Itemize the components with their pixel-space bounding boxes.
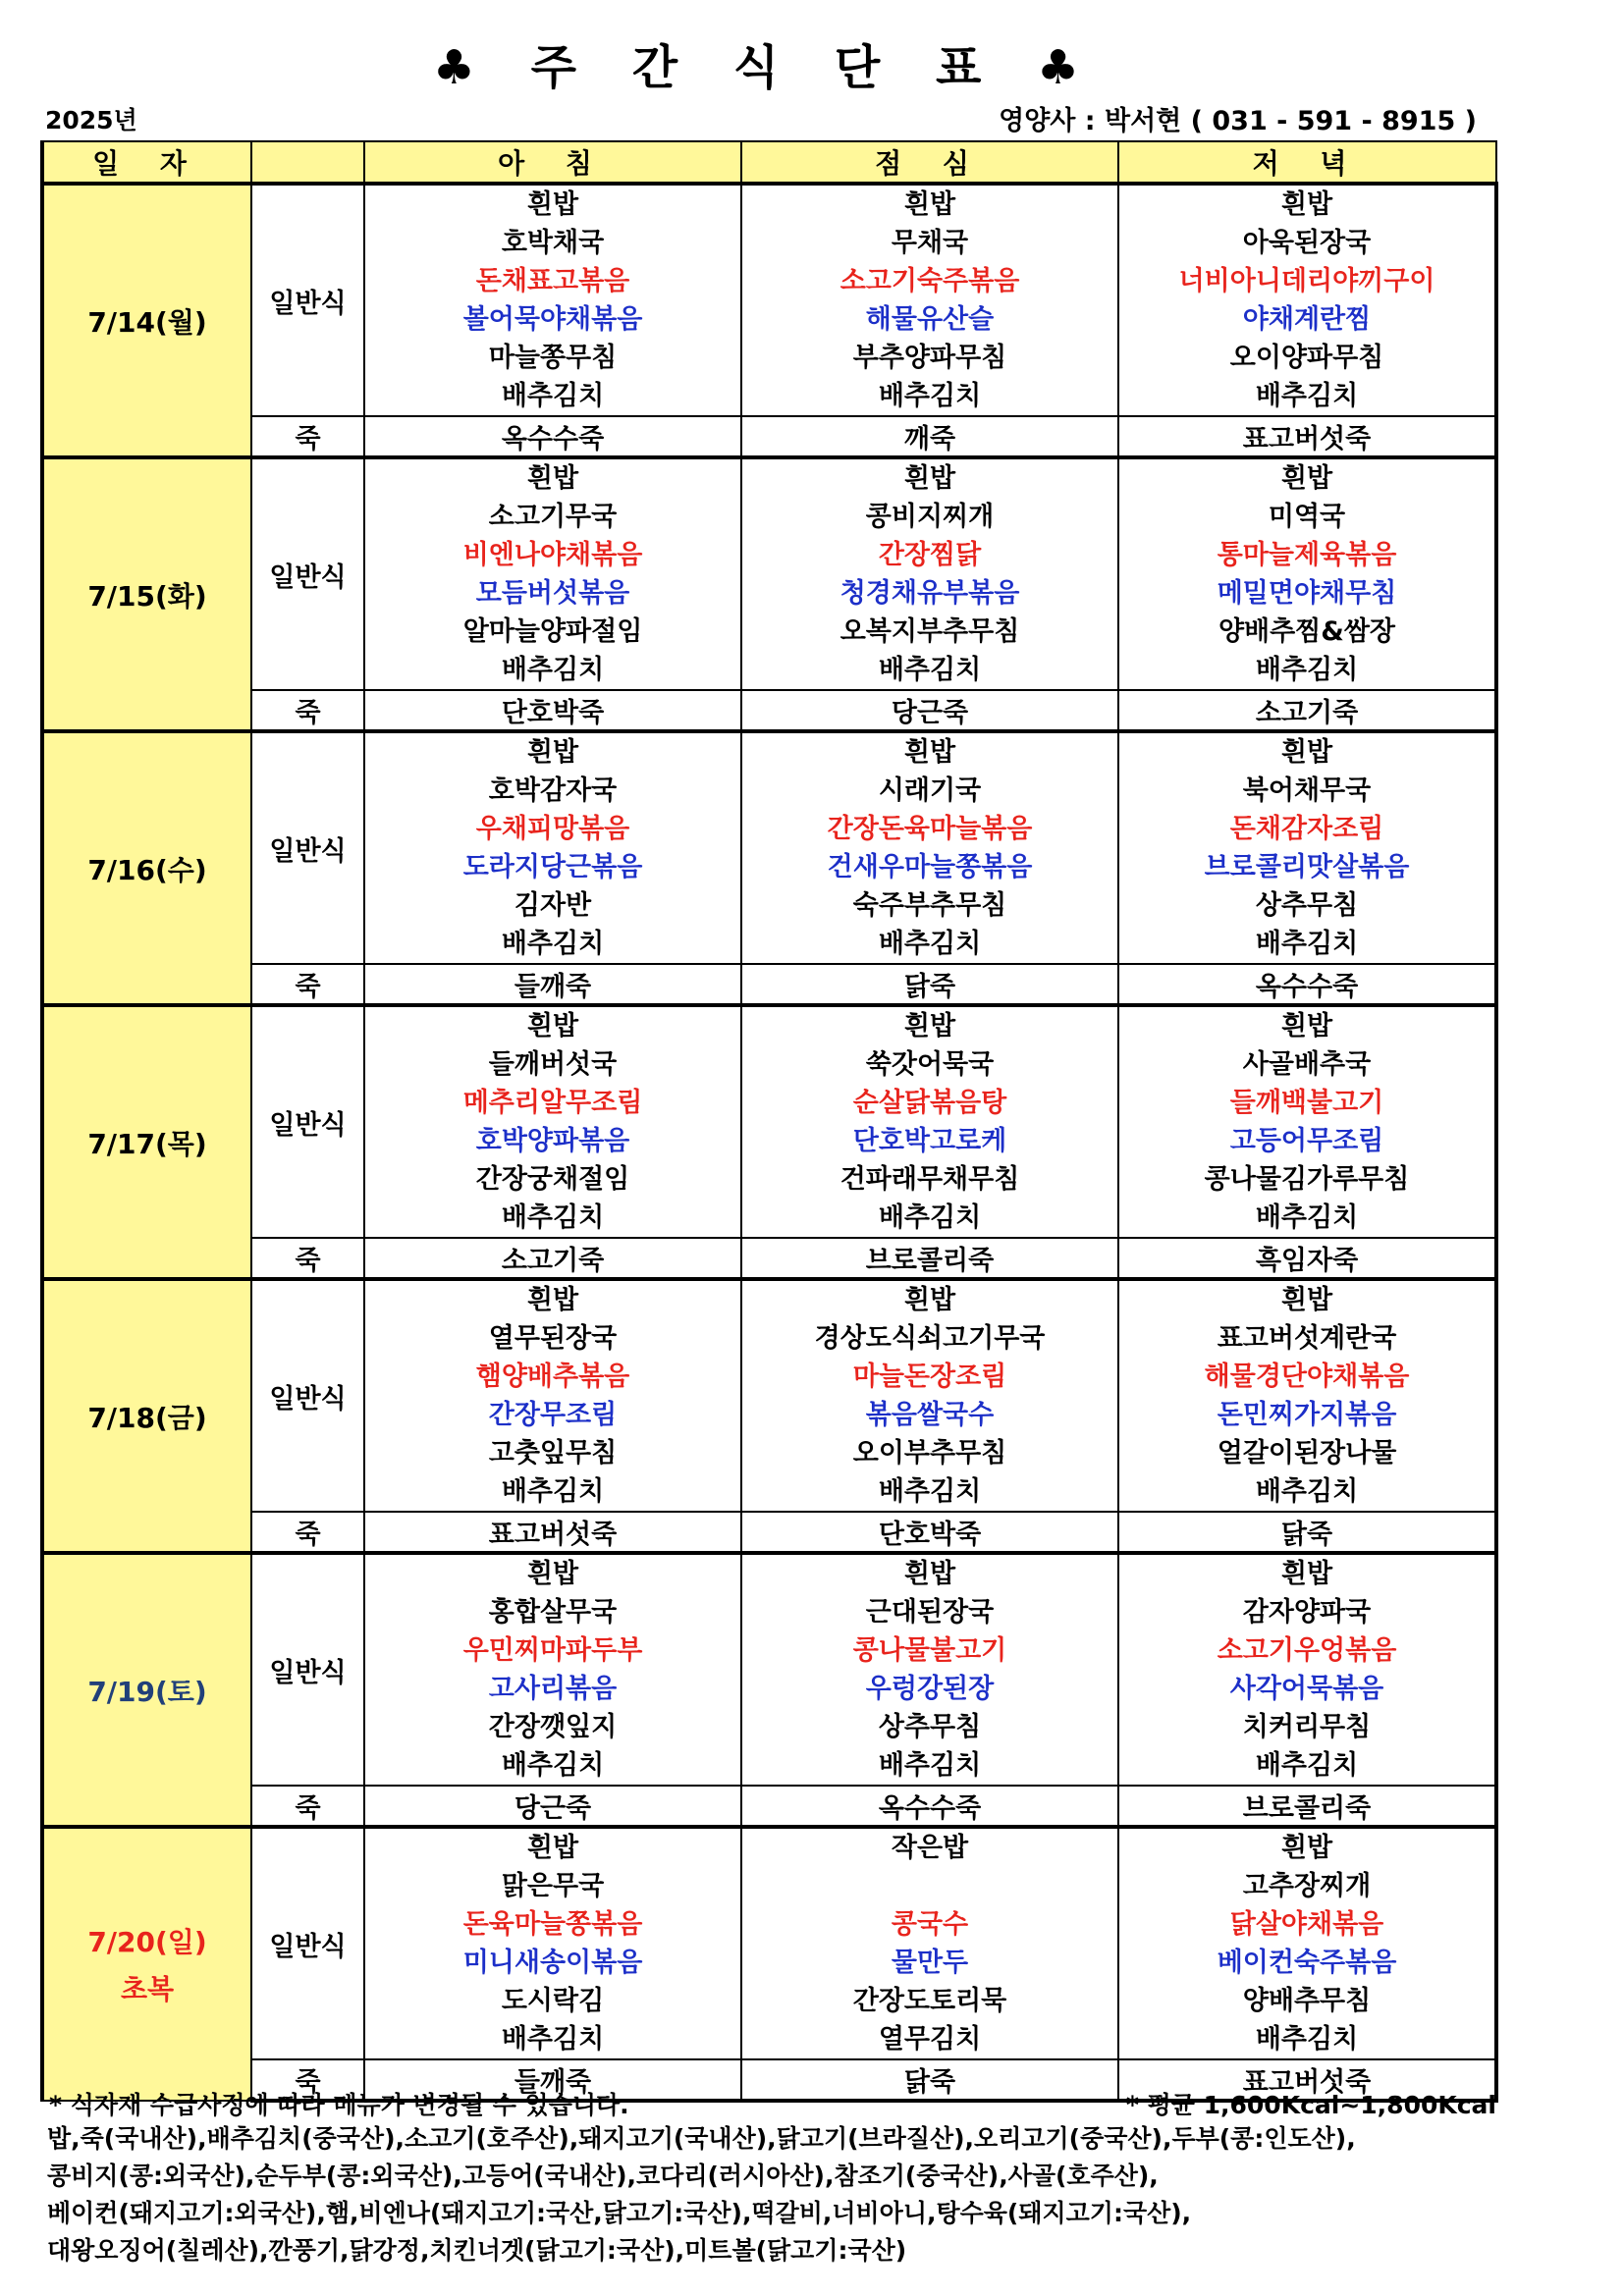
porridge-item: 흑임자죽 — [1118, 1238, 1496, 1279]
menu-item: 흰밥 — [526, 463, 579, 494]
menu-item: 사골배추국 — [1242, 1049, 1372, 1080]
menu-item: 부추양파무침 — [852, 343, 1007, 373]
menu-item: 배추김치 — [878, 1476, 982, 1507]
day-date-cell — [42, 1553, 251, 1827]
porridge-label: 죽 — [251, 964, 364, 1005]
menu-item: 도라지당근볶음 — [462, 852, 643, 882]
menu-item: 시래기국 — [878, 775, 982, 806]
regular-meal-label: 일반식 — [251, 184, 364, 416]
day-row — [42, 457, 1496, 690]
porridge-label: 죽 — [251, 416, 364, 457]
menu-item: 근대된장국 — [865, 1597, 995, 1628]
dinner-menu — [1118, 1279, 1496, 1512]
menu-item: 흰밥 — [1280, 1011, 1333, 1041]
menu-item: 돈채표고볶음 — [475, 266, 630, 296]
lunch-menu — [741, 1005, 1118, 1238]
menu-item: 간장찜닭 — [878, 540, 982, 570]
porridge-item: 브로콜리죽 — [1118, 1786, 1496, 1827]
menu-item: 우민찌마파두부 — [462, 1635, 643, 1666]
breakfast-menu — [364, 731, 741, 964]
menu-item: 흰밥 — [903, 737, 956, 768]
menu-item: 닭살야채볶음 — [1229, 1909, 1384, 1940]
porridge-item: 당근죽 — [741, 690, 1118, 731]
lunch-menu — [741, 1279, 1118, 1512]
menu-item: 사각어묵볶음 — [1229, 1674, 1384, 1704]
calorie-note: * 평균 1,600Kcal~1,800Kcal — [1125, 2091, 1496, 2119]
menu-item: 배추김치 — [1255, 929, 1359, 959]
menu-item: 배추김치 — [501, 655, 605, 685]
lunch-menu — [741, 457, 1118, 690]
menu-item: 북어채무국 — [1242, 775, 1372, 806]
dietitian-contact: 영양사 : 박서현 ( 031 - 591 - 8915 ) — [999, 106, 1477, 136]
header-lunch: 점 심 — [741, 141, 1118, 184]
day-date-subtitle: 초복 — [120, 1973, 175, 2005]
menu-item: 배추김치 — [501, 929, 605, 959]
porridge-item: 닭죽 — [741, 2059, 1118, 2101]
menu-item: 김자반 — [514, 890, 592, 921]
menu-item: 물만두 — [891, 1948, 969, 1978]
menu-item: 메밀면야채무침 — [1217, 578, 1397, 609]
menu-item: 우채피망볶음 — [475, 814, 630, 844]
menu-item: 건파래무채무침 — [839, 1164, 1020, 1195]
lunch-menu — [741, 731, 1118, 964]
menu-item: 도시락김 — [501, 1986, 605, 2016]
day-date: 7/14(월) — [87, 305, 207, 339]
menu-item: 건새우마늘쫑볶음 — [827, 852, 1033, 882]
porridge-item: 표고버섯죽 — [364, 1512, 741, 1553]
porridge-label: 죽 — [251, 1786, 364, 1827]
porridge-row — [42, 1238, 1496, 1279]
menu-item: 배추김치 — [501, 2024, 605, 2055]
menu-item: 소고기무국 — [488, 502, 618, 532]
menu-item: 소고기숙주볶음 — [839, 266, 1020, 296]
day-date-cell — [42, 457, 251, 731]
regular-meal-label: 일반식 — [251, 1553, 364, 1786]
menu-item: 표고버섯계란국 — [1217, 1323, 1397, 1354]
porridge-item: 브로콜리죽 — [741, 1238, 1118, 1279]
menu-item: 양배추무침 — [1242, 1986, 1372, 2016]
breakfast-menu — [364, 184, 741, 416]
day-row — [42, 1005, 1496, 1238]
menu-item: 고등어무조림 — [1229, 1126, 1384, 1156]
header-date: 일 자 — [42, 141, 251, 184]
menu-item: 오이부추무침 — [852, 1438, 1007, 1468]
menu-item: 배추김치 — [878, 381, 982, 411]
menu-item: 너비아니데리야끼구이 — [1178, 266, 1435, 296]
regular-meal-label: 일반식 — [251, 1279, 364, 1512]
menu-item: 흰밥 — [526, 1559, 579, 1589]
dinner-menu — [1118, 184, 1496, 416]
menu-item: 열무김치 — [878, 2024, 982, 2055]
menu-item: 미역국 — [1268, 502, 1346, 532]
menu-item: 홍합살무국 — [488, 1597, 618, 1628]
menu-item: 고사리볶음 — [488, 1674, 618, 1704]
menu-item: 상추무침 — [878, 1712, 982, 1742]
porridge-row — [42, 416, 1496, 457]
menu-item: 배추김치 — [878, 1750, 982, 1781]
header-dinner: 저 녁 — [1118, 141, 1496, 184]
porridge-item: 단호박죽 — [741, 1512, 1118, 1553]
menu-item: 흰밥 — [903, 463, 956, 494]
menu-item: 배추김치 — [878, 929, 982, 959]
menu-item: 작은밥 — [891, 1833, 969, 1863]
day-row — [42, 1827, 1496, 2059]
porridge-item: 당근죽 — [364, 1786, 741, 1827]
menu-item: 아욱된장국 — [1242, 228, 1372, 258]
menu-item: 콩나물불고기 — [852, 1635, 1007, 1666]
day-date-cell — [42, 1279, 251, 1553]
menu-item: 간장깻잎지 — [488, 1712, 618, 1742]
menu-item: 통마늘제육볶음 — [1217, 540, 1397, 570]
menu-change-note: * 식자재 수급사정에 따라 메뉴가 변경될 수 있습니다. — [49, 2091, 629, 2119]
menu-item: 소고기우엉볶음 — [1217, 1635, 1397, 1666]
origin-line: 밥,죽(국내산),배추김치(중국산),소고기(호주산),돼지고기(국내산),닭고기(브라질산),오리고기(중국산),두부(콩:인도산), — [47, 2124, 1356, 2153]
menu-item: 배추김치 — [501, 1476, 605, 1507]
dinner-menu — [1118, 731, 1496, 964]
day-date: 7/17(목) — [87, 1127, 207, 1160]
menu-item: 순살닭볶음탕 — [852, 1088, 1007, 1118]
menu-item: 흰밥 — [1280, 1833, 1333, 1863]
porridge-label: 죽 — [251, 690, 364, 731]
day-date: 7/20(일) — [87, 1926, 207, 1958]
porridge-item: 소고기죽 — [1118, 690, 1496, 731]
menu-item: 배추김치 — [1255, 2024, 1359, 2055]
menu-item — [742, 1867, 1117, 1905]
day-row — [42, 1279, 1496, 1512]
menu-item: 무채국 — [891, 228, 969, 258]
regular-meal-label: 일반식 — [251, 731, 364, 964]
porridge-item: 옥수수죽 — [1118, 964, 1496, 1005]
menu-item: 들깨백불고기 — [1229, 1088, 1384, 1118]
menu-item: 호박채국 — [501, 228, 605, 258]
menu-item: 흰밥 — [1280, 1559, 1333, 1589]
menu-item: 고추장찌개 — [1242, 1871, 1372, 1901]
menu-item: 볶음쌀국수 — [865, 1400, 995, 1430]
menu-item: 간장도토리묵 — [852, 1986, 1007, 2016]
origin-info — [47, 2120, 1579, 2269]
menu-item: 얼갈이된장나물 — [1217, 1438, 1397, 1468]
porridge-label: 죽 — [251, 2059, 364, 2101]
menu-item: 흰밥 — [903, 1011, 956, 1041]
menu-item: 양배추찜&쌈장 — [1218, 616, 1396, 647]
menu-item: 돈민찌가지볶음 — [1217, 1400, 1397, 1430]
menu-item: 배추김치 — [1255, 1476, 1359, 1507]
day-date: 7/15(화) — [87, 579, 207, 613]
porridge-item: 깨죽 — [741, 416, 1118, 457]
breakfast-menu — [364, 1553, 741, 1786]
menu-item: 오이양파무침 — [1229, 343, 1384, 373]
menu-item: 배추김치 — [501, 1750, 605, 1781]
porridge-item: 표고버섯죽 — [1118, 2059, 1496, 2101]
menu-item: 베이컨숙주볶음 — [1217, 1948, 1397, 1978]
menu-item: 돈육마늘쫑볶음 — [462, 1909, 643, 1940]
header-type — [251, 141, 364, 184]
porridge-item: 닭죽 — [1118, 1512, 1496, 1553]
menu-item: 맑은무국 — [501, 1871, 605, 1901]
porridge-item: 단호박죽 — [364, 690, 741, 731]
menu-item: 흰밥 — [903, 1559, 956, 1589]
menu-item: 마늘돈장조림 — [852, 1362, 1007, 1392]
table-header-row — [42, 141, 1496, 184]
menu-item: 호박양파볶음 — [475, 1126, 630, 1156]
menu-item: 마늘쫑무침 — [488, 343, 618, 373]
menu-item: 청경채유부볶음 — [839, 578, 1020, 609]
menu-item: 흰밥 — [1280, 463, 1333, 494]
menu-item: 감자양파국 — [1242, 1597, 1372, 1628]
menu-item: 모듬버섯볶음 — [475, 578, 630, 609]
menu-item: 숙주부추무침 — [852, 890, 1007, 921]
menu-item: 볼어묵야채볶음 — [462, 304, 643, 335]
header-breakfast: 아 침 — [364, 141, 741, 184]
menu-item: 배추김치 — [1255, 655, 1359, 685]
porridge-item: 닭죽 — [741, 964, 1118, 1005]
porridge-item: 표고버섯죽 — [1118, 416, 1496, 457]
lunch-menu — [741, 184, 1118, 416]
menu-item: 호박감자국 — [488, 775, 618, 806]
menu-item: 들깨버섯국 — [488, 1049, 618, 1080]
lunch-menu — [741, 1827, 1118, 2059]
day-date-cell — [42, 1005, 251, 1279]
dinner-menu — [1118, 1553, 1496, 1786]
menu-item: 열무된장국 — [488, 1323, 618, 1354]
menu-item: 미니새송이볶음 — [462, 1948, 643, 1978]
menu-item: 비엔나야채볶음 — [462, 540, 643, 570]
menu-item: 브로콜리맛살볶음 — [1204, 852, 1410, 882]
menu-item: 쑥갓어묵국 — [865, 1049, 995, 1080]
menu-item: 간장궁채절임 — [475, 1164, 630, 1195]
day-date: 7/16(수) — [87, 853, 207, 886]
origin-line: 대왕오징어(칠레산),깐풍기,닭강정,치킨너겟(닭고기:국산),미트볼(닭고기:국산) — [47, 2236, 907, 2265]
breakfast-menu — [364, 457, 741, 690]
day-date: 7/19(토) — [87, 1675, 207, 1708]
menu-item: 간장돈육마늘볶음 — [827, 814, 1033, 844]
menu-item: 흰밥 — [1280, 1285, 1333, 1315]
menu-item: 흰밥 — [1280, 737, 1333, 768]
menu-item: 흰밥 — [526, 737, 579, 768]
menu-item: 경상도식쇠고기무국 — [814, 1323, 1046, 1354]
menu-body — [42, 184, 1496, 2101]
menu-item: 햄양배추볶음 — [475, 1362, 630, 1392]
menu-item: 야채계란찜 — [1242, 304, 1372, 335]
regular-meal-label: 일반식 — [251, 1827, 364, 2059]
menu-item: 배추김치 — [1255, 1202, 1359, 1233]
menu-item: 알마늘양파절임 — [462, 616, 643, 647]
breakfast-menu — [364, 1005, 741, 1238]
porridge-item: 옥수수죽 — [741, 1786, 1118, 1827]
page-title: ♣ 주 간 식 단 표 ♣ — [432, 40, 1100, 95]
porridge-item: 소고기죽 — [364, 1238, 741, 1279]
menu-item: 콩나물김가루무침 — [1204, 1164, 1410, 1195]
day-row — [42, 731, 1496, 964]
dinner-menu — [1118, 1827, 1496, 2059]
weekly-menu-table — [40, 140, 1498, 2103]
day-row — [42, 1553, 1496, 1786]
menu-item: 우렁강된장 — [865, 1674, 995, 1704]
porridge-label: 죽 — [251, 1238, 364, 1279]
breakfast-menu — [364, 1827, 741, 2059]
menu-item: 배추김치 — [1255, 381, 1359, 411]
menu-item: 콩국수 — [891, 1909, 969, 1940]
day-date: 7/18(금) — [87, 1401, 207, 1434]
porridge-row — [42, 690, 1496, 731]
menu-item: 흰밥 — [526, 189, 579, 220]
menu-item: 단호박고로케 — [852, 1126, 1007, 1156]
porridge-row — [42, 1786, 1496, 1827]
porridge-item: 들깨죽 — [364, 2059, 741, 2101]
menu-item: 콩비지찌개 — [865, 502, 995, 532]
origin-line: 콩비지(콩:외국산),순두부(콩:외국산),고등어(국내산),코다리(러시아산),참조기(중국산),사골(호주산), — [47, 2162, 1159, 2190]
menu-item: 흰밥 — [526, 1011, 579, 1041]
day-row — [42, 184, 1496, 416]
menu-item: 흰밥 — [526, 1285, 579, 1315]
menu-item: 고춧잎무침 — [488, 1438, 618, 1468]
menu-item: 흰밥 — [903, 1285, 956, 1315]
menu-item: 메추리알무조림 — [462, 1088, 643, 1118]
day-date-cell — [42, 184, 251, 457]
porridge-row — [42, 1512, 1496, 1553]
regular-meal-label: 일반식 — [251, 457, 364, 690]
origin-line: 베이컨(돼지고기:외국산),햄,비엔나(돼지고기:국산,닭고기:국산),떡갈비,너비아니,탕수육(돼지고기:국산), — [47, 2199, 1192, 2227]
menu-item: 흰밥 — [903, 189, 956, 220]
dinner-menu — [1118, 457, 1496, 690]
menu-item: 흰밥 — [1280, 189, 1333, 220]
menu-item: 간장무조림 — [488, 1400, 618, 1430]
day-date-cell — [42, 1827, 251, 2101]
breakfast-menu — [364, 1279, 741, 1512]
menu-item: 상추무침 — [1255, 890, 1359, 921]
menu-item: 배추김치 — [501, 381, 605, 411]
lunch-menu — [741, 1553, 1118, 1786]
regular-meal-label: 일반식 — [251, 1005, 364, 1238]
porridge-label: 죽 — [251, 1512, 364, 1553]
day-date-cell — [42, 731, 251, 1005]
menu-item: 해물유산슬 — [865, 304, 995, 335]
porridge-item: 들깨죽 — [364, 964, 741, 1005]
porridge-item: 옥수수죽 — [364, 416, 741, 457]
menu-item: 배추김치 — [501, 1202, 605, 1233]
menu-item: 흰밥 — [526, 1833, 579, 1863]
menu-item: 배추김치 — [878, 655, 982, 685]
menu-item: 배추김치 — [878, 1202, 982, 1233]
menu-item: 배추김치 — [1255, 1750, 1359, 1781]
menu-item: 치커리무침 — [1242, 1712, 1372, 1742]
dinner-menu — [1118, 1005, 1496, 1238]
year-label: 2025년 — [45, 106, 137, 134]
porridge-row — [42, 964, 1496, 1005]
menu-item: 오복지부추무침 — [839, 616, 1020, 647]
menu-item: 해물경단야채볶음 — [1204, 1362, 1410, 1392]
menu-item: 돈채감자조림 — [1229, 814, 1384, 844]
